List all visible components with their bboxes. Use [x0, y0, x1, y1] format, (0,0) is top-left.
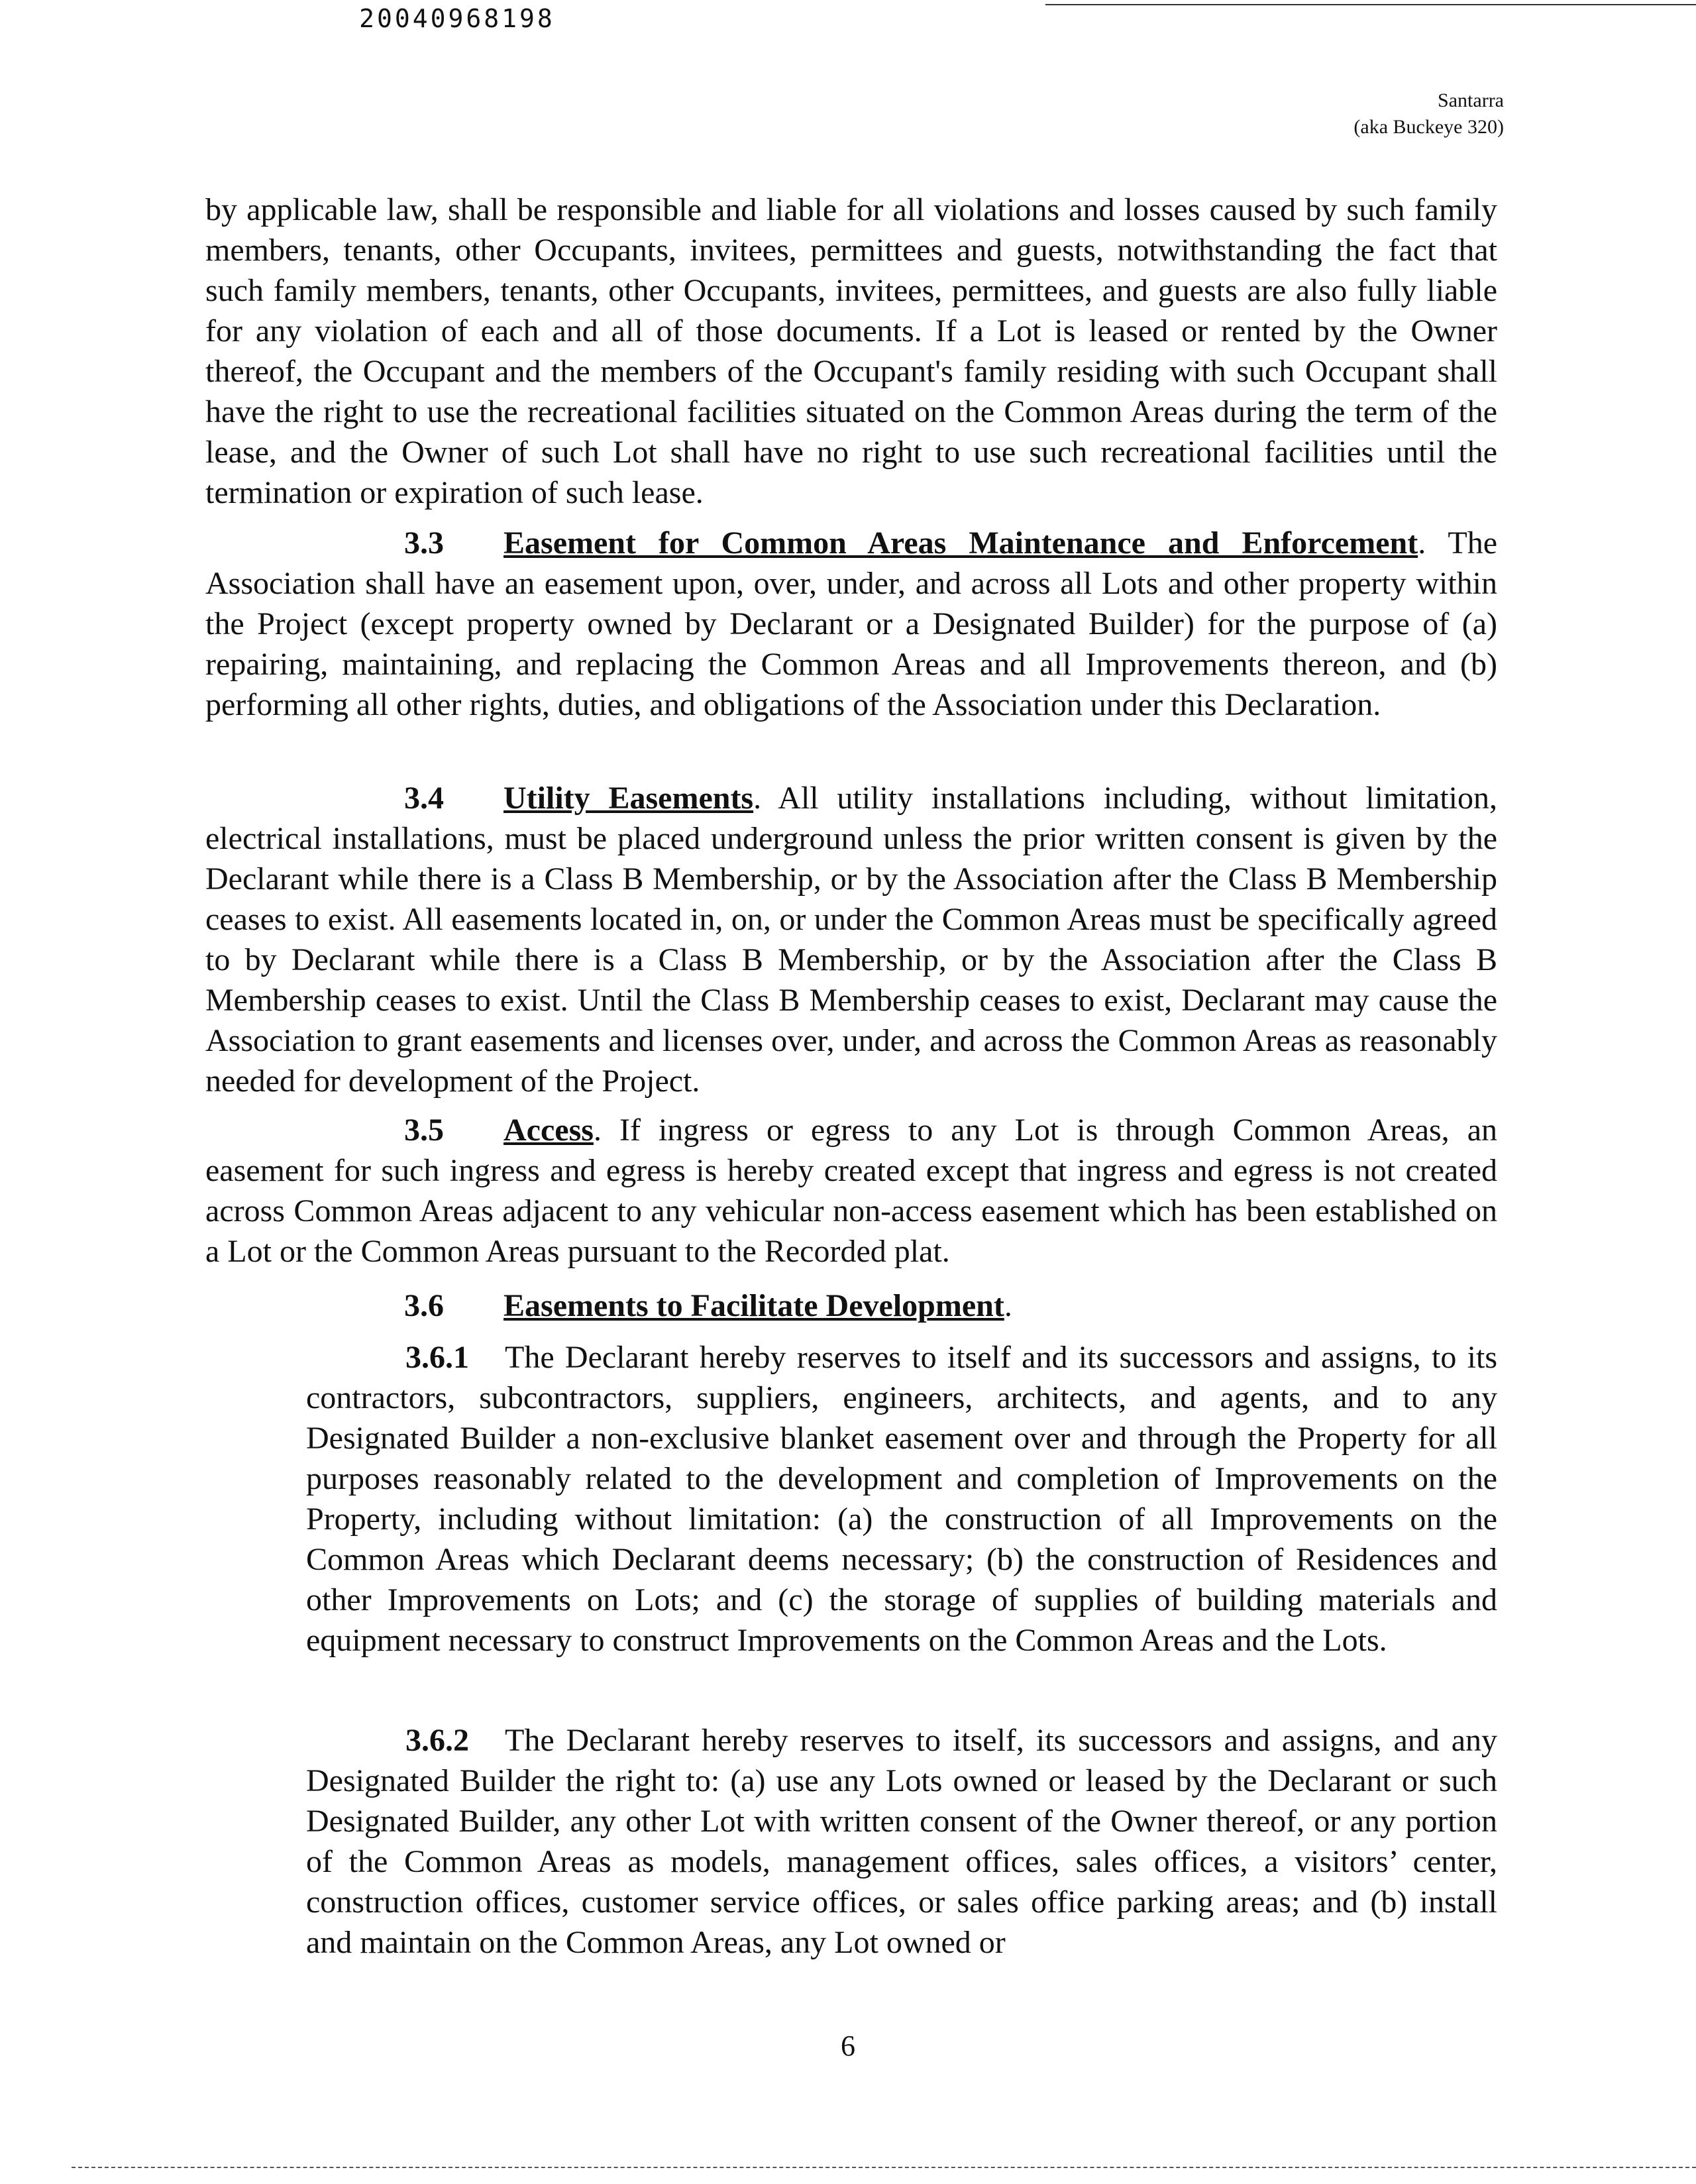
section-body: If ingress or egress to any Lot is through Common Areas, an easement for such ingress and egress is hereby created except that ingress and egress is not created across Common Areas adjacent to any vehicular non-access easement which has been established on a Lot or the Common Areas pursuant to the Recorded plat.	[205, 1113, 1498, 1269]
section-title: Easement for Common Areas Maintenance and Enforcement	[504, 525, 1418, 561]
section-body: The Declarant hereby reserves to itself, its successors and assigns, and any Designated Builder the right to: (a) use any Lots owned or leased by the Declarant or such Designated Builder, any other Lot with written consent of the Owner thereof, or any portion of the Common Areas as models, management offices, sales offices, a visitors’ center, construction offices, customer service offices, or sales office parking areas; and (b) install and maintain on the Common Areas, any Lot owned or	[306, 1723, 1497, 1960]
section-number: 3.6.1	[405, 1340, 469, 1375]
section-body: All utility installations including, without limitation, electrical installations, must be placed underground unless the prior written consent is given by the Declarant while there is a Class B Membership, or by the Association after the Class B Membership ceases to exist. All easements located in, on, or under the Common Areas must be specifically agreed to by Declarant while there is a Class B Membership, or by the Association after the Class B Membership ceases to exist. Until the Class B Membership ceases to exist, Declarant may cause the Association to grant easements and licenses over, under, and across the Common Areas as reasonably needed for development of the Project.	[205, 781, 1497, 1099]
section-body: The Association shall have an easement upon, over, under, and across all Lots and other property within the Project (except property owned by Declarant or a Designated Builder) for the purpose of (a) repairing, maintaining, and replacing the Common Areas and all Improvements thereon, and (b) performing all other rights, duties, and obligations of the Association under this Declaration.	[205, 525, 1497, 722]
section-3-6-1	[306, 1337, 1497, 1661]
section-number: 3.6	[404, 1288, 444, 1323]
section-number: 3.4	[404, 781, 444, 816]
section-number: 3.3	[404, 525, 444, 561]
section-3-6-2	[306, 1720, 1497, 1963]
page-header	[1353, 87, 1504, 140]
section-3-5: 3.5 Access. If ingress or egress to any Lot is through Common Areas, an easement for such ingress and egress is hereby created except that ingress and egress is not created across Common Areas adjacent to any vehicular non-access easement which has been established on a Lot or the Common Areas pursuant to the Recorded plat.	[205, 1110, 1497, 1272]
section-3-4: 3.4 Utility Easements. All utility installations including, without limitation, electrical installations, must be placed underground unless the prior written consent is given by the Declarant while there is a Class B Membership, or by the Association after the Class B Membership ceases to exist. All easements located in, on, or under the Common Areas must be specifically agreed to by Declarant while there is a Class B Membership, or by the Association after the Class B Membership ceases to exist. Until the Class B Membership ceases to exist, Declarant may cause the Association to grant easements and licenses over, under, and across the Common Areas as reasonably needed for development of the Project.	[205, 778, 1497, 1101]
intro-paragraph: by applicable law, shall be responsible and liable for all violations and losses caused by such family members, tenants, other Occupants, invitees, permittees and guests, notwithstanding the fact that such family members, tenants, other Occupants, invitees, permittees, and guests are also fully liable for any violation of each and all of those documents. If a Lot is leased or rented by the Owner thereof, the Occupant and the members of the Occupant's family residing with such Occupant shall have the right to use the recreational facilities situated on the Common Areas during the term of the lease, and the Owner of such Lot shall have no right to use such recreational facilities until the termination or expiration of such lease.	[205, 192, 1497, 510]
document-number: 20040968198	[359, 4, 555, 33]
section-number: 3.5	[404, 1113, 444, 1148]
page-number: 6	[841, 2030, 855, 2062]
section-title: Easements to Facilitate Development	[504, 1288, 1004, 1323]
section-3-3: 3.3 Easement for Common Areas Maintenance and Enforcement. The Association shall have an easement upon, over, under, and across all Lots and other property within the Project (except property owned by Declarant or a Designated Builder) for the purpose of (a) repairing, maintaining, and replacing the Common Areas and all Improvements thereon, and (b) performing all other rights, duties, and obligations of the Association under this Declaration.	[205, 523, 1497, 725]
section-3-6: 3.6 Easements to Facilitate Development.	[205, 1285, 1497, 1326]
section-body: The Declarant hereby reserves to itself and its successors and assigns, to its contractors, subcontractors, suppliers, engineers, architects, and agents, and to any Designated Builder a non-exclusive blanket easement over and through the Property for all purposes reasonably related to the development and completion of Improvements on the Property, including without limitation: (a) the construction of all Improvements on the Common Areas which Declarant deems necessary; (b) the construction of Residences and other Improvements on Lots; and (c) the storage of supplies of building materials and equipment necessary to construct Improvements on the Common Areas and the Lots.	[306, 1340, 1497, 1658]
top-rule	[1045, 4, 1696, 5]
header-project-aka: (aka Buckeye 320)	[1353, 116, 1504, 138]
header-project-name: Santarra	[1438, 89, 1504, 111]
section-number: 3.6.2	[405, 1723, 469, 1758]
section-title: Utility Easements	[504, 781, 754, 816]
bottom-rule	[72, 2167, 1696, 2168]
section-title: Access	[504, 1113, 594, 1148]
